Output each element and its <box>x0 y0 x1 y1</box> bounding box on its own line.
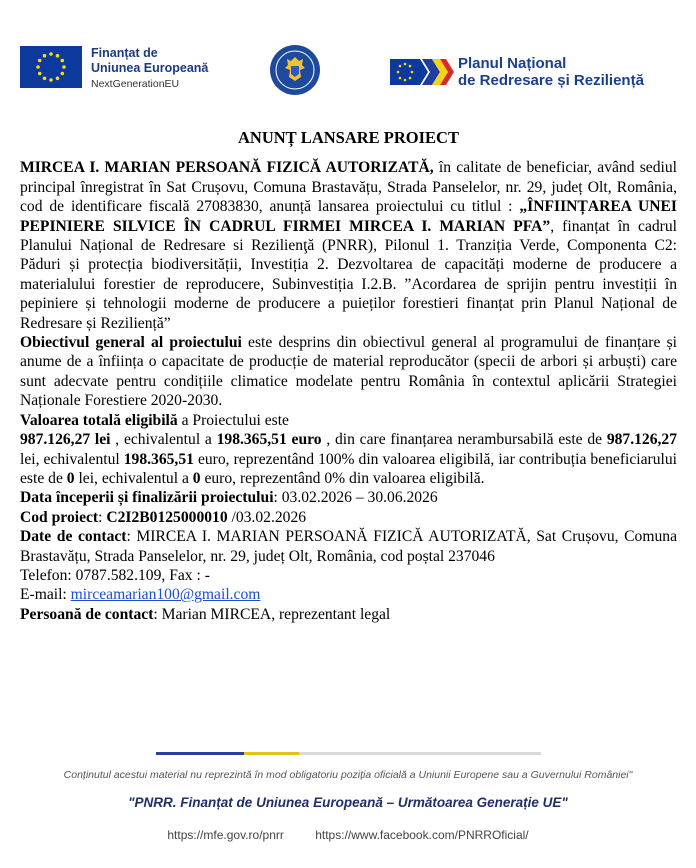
funding-text-4: euro, reprezentând 100% din valoarea eligibilă, iar contribuția beneficiarului este de <box>20 450 677 487</box>
grant-value-euro: 198.365,51 <box>123 450 194 468</box>
divider-accent-blue <box>156 752 244 755</box>
project-code-date: /03.02.2026 <box>227 508 307 526</box>
pnrr-line-2: de Redresare și Reziliență <box>458 72 644 90</box>
project-dates-label: Data începerii și finalizării proiectului <box>20 489 274 507</box>
contribution-lei: 0 <box>66 469 75 487</box>
contribution-euro: 0 <box>192 469 201 487</box>
intro-text-2: , finanțat în cadrul Planului Național de Redresare si Rezilienţă (PNRR), Pilonul 1. Tranziția Verde, Componenta C2: Păduri și protecția biodiversității, Investiția 2. Dezvoltarea de capacități moderne de producere a materialului forestier de reproducere, Subinvestiția I.2.B. ”Acordarea de sprijin pentru investiții în pepiniere și tehnologii moderne de producere a puieților forestieri finanțat prin Planul Național de Redresare și Reziliență” <box>20 217 678 332</box>
footer-divider <box>156 752 541 755</box>
project-code <box>20 508 677 527</box>
pnrr-logo <box>390 55 644 90</box>
objective-label: Obiectivul general al proiectului <box>20 334 242 352</box>
footer-link-facebook[interactable]: https://www.facebook.com/PNRROficial/ <box>315 828 529 842</box>
objective-paragraph <box>20 333 677 411</box>
contact-email <box>20 585 677 604</box>
contact-person-label: Persoană de contact <box>20 605 154 623</box>
footer-disclaimer: Conținutul acestui material nu reprezintă în mod obligatoriu poziția oficială a Uniunii Europene sau a Guvernului României" <box>63 769 633 781</box>
pnrr-flag-icon <box>390 55 454 89</box>
company-name: MIRCEA I. MARIAN PERSOANĂ FIZICĂ AUTORIZATĂ, <box>20 159 434 177</box>
intro-paragraph <box>20 158 677 333</box>
total-value-lei: 987.126,27 lei <box>20 431 111 449</box>
grant-value-lei: 987.126,27 <box>606 431 677 449</box>
eu-flag-icon <box>20 46 82 88</box>
project-code-sep: : <box>98 508 107 526</box>
eu-line-2: Uniunea Europeană <box>91 61 209 75</box>
objective-text: este desprins din obiectivul general al programului de finanțare și anume de a înființa o capacitate de producție de material reproducător (specii de arbori și arbuști) care sunt adecvate pentru condițiile climatice modelate pentru România în contextul aplicării Strategiei Naționale Forestiere 2020-2030. <box>20 334 677 410</box>
contact-phone: Telefon: 0787.582.109, Fax : - <box>20 566 210 584</box>
footer-links <box>0 828 696 842</box>
total-value-euro: 198.365,51 euro <box>216 431 322 449</box>
funding-paragraph <box>20 430 677 488</box>
contact-details <box>20 527 677 566</box>
eu-funding-logo <box>20 46 208 91</box>
page-title: ANUNȚ LANSARE PROIECT <box>238 128 459 147</box>
romanian-government-seal-icon <box>269 44 321 96</box>
divider-accent-yellow <box>244 752 299 755</box>
email-label: E-mail: <box>20 586 71 604</box>
contact-person <box>20 605 677 624</box>
funding-text-6: euro, reprezentând 0% din valoarea eligibilă. <box>200 469 485 487</box>
logo-header <box>0 0 696 110</box>
footer-slogan: "PNRR. Finanțat de Uniunea Europeană – Următoarea Generație UE" <box>128 795 568 810</box>
eligible-value-heading <box>20 411 677 430</box>
eligible-value-label: Valoarea totală eligibilă <box>20 411 178 429</box>
eu-line-3: NextGenerationEU <box>91 78 180 90</box>
announcement-body <box>20 126 677 624</box>
funding-text-2: , din care finanțarea nerambursabilă este de <box>321 431 607 449</box>
contact-value: : MIRCEA I. MARIAN PERSOANĂ FIZICĂ AUTORIZATĂ, Sat Crușovu, Comuna Brastavățu, Strada Panselelor, nr. 29, județ Olt, România, cod poștal 237046 <box>20 528 677 565</box>
intro-text-1: în calitate de beneficiar, având sediul principal înregistrat în Sat Crușovu, Comuna Brastavățu, Strada Panselelor, nr. 29, județ Olt, România, cod de identificare fiscală 27083830, anunță lansarea proiectului cu titlul : <box>20 159 677 216</box>
project-code-value: C2I2B0125000010 <box>106 508 228 526</box>
eligible-value-text: a Proiectului este <box>177 411 289 429</box>
pnrr-line-1: Planul Național <box>458 55 567 72</box>
project-dates-value: : 03.02.2026 – 30.06.2026 <box>273 489 438 507</box>
contact-label: Date de contact <box>20 528 127 546</box>
footer-link-mfe[interactable]: https://mfe.gov.ro/pnrr <box>167 828 284 842</box>
project-dates <box>20 488 677 507</box>
project-title: „ÎNFIINȚAREA UNEI PEPINIERE SILVICE ÎN CADRUL FIRMEI MIRCEA I. MARIAN PFA” <box>20 198 678 235</box>
email-link[interactable]: mirceamarian100@gmail.com <box>70 586 261 604</box>
funding-text-3: lei, echivalentul <box>20 450 124 468</box>
funding-text-5: lei, echivalentul a <box>74 469 193 487</box>
funding-text-1: , echivalentul a <box>110 431 217 449</box>
contact-person-value: : Marian MIRCEA, reprezentant legal <box>153 605 391 623</box>
project-code-label: Cod proiect <box>20 508 99 526</box>
eu-line-1: Finanțat de <box>91 46 158 60</box>
